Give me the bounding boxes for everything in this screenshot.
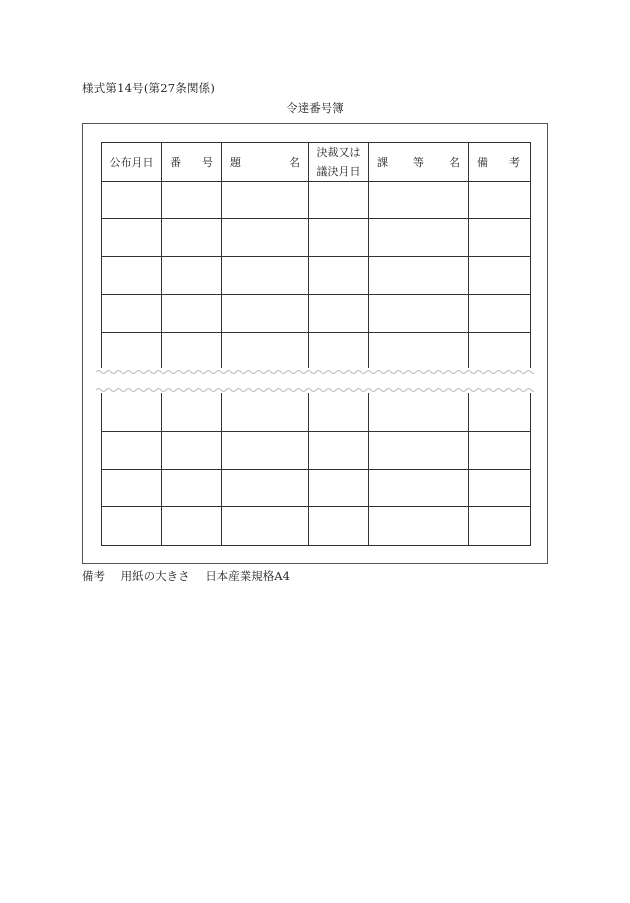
header-number-char1: 番 (170, 156, 181, 169)
register-table-lower (101, 393, 531, 546)
form-number-label: 様式第14号(第27条関係) (82, 81, 216, 95)
header-decision-line2: 議決月日 (316, 165, 361, 178)
header-section-name (369, 143, 468, 181)
header-decision-date (309, 143, 368, 181)
header-number-char2: 号 (202, 156, 213, 169)
header-section-char1: 課 (377, 156, 388, 169)
row-divider (102, 469, 530, 470)
footer-paper-size-value: 日本産業規格A4 (205, 569, 290, 583)
footer-note (82, 568, 302, 584)
header-subject-char2: 名 (289, 156, 300, 169)
header-row-divider (102, 181, 530, 182)
register-table-upper (101, 142, 531, 370)
footer-paper-size-label: 用紙の大きさ (120, 569, 190, 583)
header-publish-date (102, 143, 161, 181)
header-remarks (469, 143, 528, 181)
row-divider (102, 431, 530, 432)
row-divider (102, 332, 530, 333)
header-remarks-char2: 考 (509, 156, 520, 169)
header-section-char2: 等 (413, 156, 424, 169)
header-remarks-char1: 備 (477, 156, 488, 169)
row-divider (102, 506, 530, 507)
header-subject (222, 143, 308, 181)
header-decision-line1: 決裁又は (316, 146, 361, 159)
document-title: 令達番号簿 (286, 101, 344, 115)
header-subject-char1: 題 (230, 156, 241, 169)
row-divider (102, 218, 530, 219)
header-publish-date-text: 公布月日 (109, 156, 154, 169)
row-divider (102, 294, 530, 295)
footer-label: 備考 (82, 569, 105, 583)
header-section-char3: 名 (449, 156, 460, 169)
row-divider (102, 256, 530, 257)
header-number (162, 143, 221, 181)
